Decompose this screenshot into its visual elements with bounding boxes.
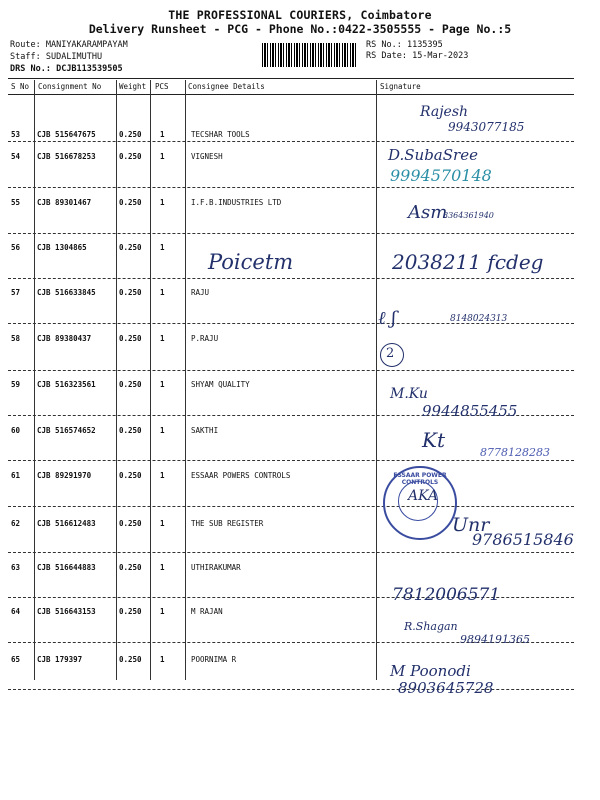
row-pcs: 1 <box>160 380 165 389</box>
phone-57: 8148024313 <box>450 314 508 324</box>
rs-date-label: RS Date: <box>366 51 407 61</box>
row-consignee: SAKTHI <box>191 426 219 435</box>
row-consignee: POORNIMA R <box>191 655 237 664</box>
row-weight: 0.250 <box>119 334 142 343</box>
rs-no-value: 1135395 <box>406 40 443 50</box>
handwritten-name-56: Poicetm <box>208 250 294 274</box>
phone-60: 8778128283 <box>480 446 550 459</box>
row-sno: 61 <box>11 471 21 480</box>
drs-label: DRS No.: <box>10 64 51 74</box>
row-consignee: UTHIRAKUMAR <box>191 563 241 572</box>
row-separator <box>8 370 574 371</box>
signature-65: M Poonodi <box>390 662 471 680</box>
rs-date-value: 15-Mar-2023 <box>412 51 469 61</box>
row-pcs: 1 <box>160 471 165 480</box>
row-consignment-no: CJB 516643153 <box>37 607 96 616</box>
signature-55: Asm <box>408 202 448 223</box>
row-pcs: 1 <box>160 243 165 252</box>
rs-no-line <box>366 40 443 50</box>
row-consignment-no: CJB 516612483 <box>37 519 96 528</box>
col-signature-header: Signature <box>380 82 421 91</box>
row-pcs: 1 <box>160 334 165 343</box>
row-sno: 56 <box>11 243 21 252</box>
row-consignee: SHYAM QUALITY <box>191 380 250 389</box>
row-separator <box>8 278 574 279</box>
phone-59: 9944855455 <box>422 402 518 420</box>
row-consignee: P.RAJU <box>191 334 219 343</box>
signature-54: D.SubaSree <box>388 146 478 164</box>
phone-53: 9943077185 <box>448 120 525 134</box>
row-consignment-no: CJB 1304865 <box>37 243 87 252</box>
row-separator <box>8 506 574 507</box>
row-weight: 0.250 <box>119 152 142 161</box>
col-divider <box>376 80 377 680</box>
phone-54: 9994570148 <box>390 166 492 185</box>
row-weight: 0.250 <box>119 563 142 572</box>
row-consignee: THE SUB REGISTER <box>191 519 264 528</box>
row-consignment-no: CJB 516678253 <box>37 152 96 161</box>
phone-64: 9894191365 <box>460 633 530 646</box>
signature-56: 2038211 fcdeg <box>392 250 544 274</box>
header-bottom-rule <box>8 94 574 95</box>
row-weight: 0.250 <box>119 243 142 252</box>
row-weight: 0.250 <box>119 607 142 616</box>
row-sno: 54 <box>11 152 21 161</box>
drs-line <box>10 64 123 74</box>
row-sno: 55 <box>11 198 21 207</box>
row-weight: 0.250 <box>119 426 142 435</box>
phone-62: 9786515846 <box>472 530 574 549</box>
row-weight: 0.250 <box>119 519 142 528</box>
row-sno: 63 <box>11 563 21 572</box>
signature-64: R.Shagan <box>404 620 458 633</box>
row-consignee: TECSHAR TOOLS <box>191 130 250 139</box>
rs-date-line <box>366 51 468 61</box>
row-sno: 62 <box>11 519 21 528</box>
row-sno: 53 <box>11 130 21 139</box>
row-consignment-no: CJB 89291970 <box>37 471 92 480</box>
row-separator <box>8 187 574 188</box>
row-weight: 0.250 <box>119 198 142 207</box>
row-consignment-no: CJB 516644883 <box>37 563 96 572</box>
row-consignment-no: CJB 89301467 <box>37 198 92 207</box>
row-consignee: M RAJAN <box>191 607 223 616</box>
rs-no-label: RS No.: <box>366 40 402 50</box>
route-label: Route: <box>10 40 41 50</box>
row-pcs: 1 <box>160 198 165 207</box>
signature-53: Rajesh <box>420 104 469 120</box>
seal-text: ESSAAR POWER CONTROLS <box>393 472 447 486</box>
signature-57: ℓ ʃ <box>378 308 397 329</box>
row-consignee: ESSAAR POWERS CONTROLS <box>191 471 291 480</box>
phone-55: 8364361940 <box>443 211 494 220</box>
col-sno-header: S No <box>11 82 30 91</box>
signature-59: M.Ku <box>390 386 428 402</box>
row-sno: 59 <box>11 380 21 389</box>
staff-line <box>10 52 102 62</box>
col-consignment-header: Consignment No <box>38 82 102 91</box>
col-divider <box>34 80 35 680</box>
col-divider <box>150 80 151 680</box>
barcode <box>262 43 358 67</box>
col-consignee-header: Consignee Details <box>188 82 265 91</box>
row-pcs: 1 <box>160 655 165 664</box>
row-pcs: 1 <box>160 519 165 528</box>
route-value: MANIYAKARAMPAYAM <box>45 40 128 50</box>
col-divider <box>116 80 117 680</box>
row-pcs: 1 <box>160 426 165 435</box>
row-consignee: RAJU <box>191 288 210 297</box>
row-sno: 64 <box>11 607 21 616</box>
staff-value: SUDALIMUTHU <box>45 52 103 62</box>
row-consignment-no: CJB 515647675 <box>37 130 96 139</box>
row-separator <box>8 460 574 461</box>
row-weight: 0.250 <box>119 130 142 139</box>
row-weight: 0.250 <box>119 380 142 389</box>
row-consignment-no: CJB 89380437 <box>37 334 92 343</box>
header-top-rule <box>8 78 574 79</box>
col-divider <box>185 80 186 680</box>
row-pcs: 1 <box>160 152 165 161</box>
row-weight: 0.250 <box>119 655 142 664</box>
company-title: THE PROFESSIONAL COURIERS, Coimbatore <box>168 8 432 22</box>
row-pcs: 1 <box>160 563 165 572</box>
row-weight: 0.250 <box>119 288 142 297</box>
staff-label: Staff: <box>10 52 41 62</box>
row-pcs: 1 <box>160 607 165 616</box>
drs-value: DCJB113539505 <box>56 64 123 74</box>
row-separator <box>8 141 574 142</box>
signature-61: AKA <box>408 488 439 504</box>
row-consignment-no: CJB 179397 <box>37 655 83 664</box>
signature-63: 7812006571 <box>392 585 501 605</box>
row-consignee: VIGNESH <box>191 152 223 161</box>
row-consignee: I.F.B.INDUSTRIES LTD <box>191 198 282 207</box>
signature-60: Kt <box>422 428 445 452</box>
phone-65: 8903645728 <box>398 679 494 697</box>
runsheet-subtitle: Delivery Runsheet - PCG - Phone No.:0422-3505555 - Page No.:5 <box>88 22 512 36</box>
row-separator <box>8 233 574 234</box>
row-sno: 60 <box>11 426 21 435</box>
row-consignment-no: CJB 516574652 <box>37 426 96 435</box>
row-sno: 57 <box>11 288 21 297</box>
col-weight-header: Weight <box>119 82 147 91</box>
row-consignment-no: CJB 516323561 <box>37 380 96 389</box>
signature-62: Unr <box>452 514 490 536</box>
row-pcs: 1 <box>160 130 165 139</box>
row-consignment-no: CJB 516633845 <box>37 288 96 297</box>
row-weight: 0.250 <box>119 471 142 480</box>
signature-58: 2 <box>386 346 395 361</box>
row-sno: 65 <box>11 655 21 664</box>
col-pcs-header: PCS <box>155 82 169 91</box>
row-pcs: 1 <box>160 288 165 297</box>
row-separator <box>8 552 574 553</box>
row-sno: 58 <box>11 334 21 343</box>
route-line <box>10 40 128 50</box>
